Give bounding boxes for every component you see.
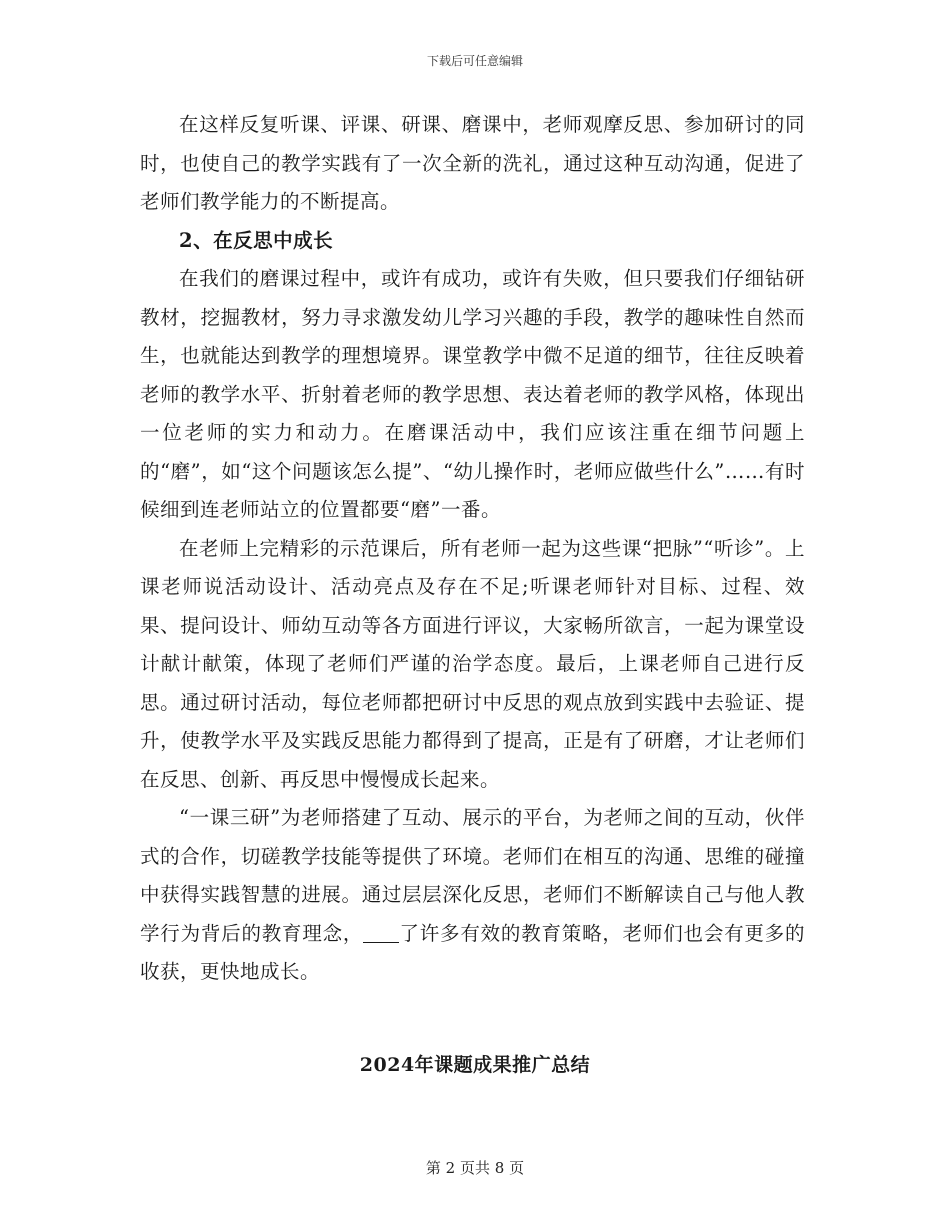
paragraph-3: 在老师上完精彩的示范课后，所有老师一起为这些课“把脉”“听诊”。上课老师说活动设计、活动亮点及存在不足;听课老师针对目标、过程、效果、提问设计、师幼互动等各方面进行评议，大家畅所欲言，一起为课堂设计献计献策，体现了老师们严谨的治学态度。最后，上课老师自己进行反思。通过研讨活动，每位老师都把研讨中反思的观点放到实践中去验证、提升，使教学水平及实践反思能力都得到了提高，正是有了研磨，才让老师们在反思、创新、再反思中慢慢成长起来。 (140, 536, 805, 791)
paragraph-1: 在这样反复听课、评课、研课、磨课中，老师观摩反思、参加研讨的同时，也使自己的教学实践有了一次全新的洗礼，通过这种互动沟通，促进了老师们教学能力的不断提高。 (140, 113, 805, 213)
paragraph-2: 在我们的磨课过程中，或许有成功，或许有失败，但只要我们仔细钻研教材，挖掘教材，努力寻求激发幼儿学习兴趣的手段，教学的趣味性自然而生，也就能达到教学的理想境界。课堂教学中微不足道的细节，往往反映着老师的教学水平、折射着老师的教学思想、表达着老师的教学风格，体现出一位老师的实力和动力。在磨课活动中，我们应该注重在细节问题上的“磨”，如“这个问题该怎么提”、“幼儿操作时，老师应做些什么”……有时候细到连老师站立的位置都要“磨”一番。 (140, 267, 805, 521)
document-body (140, 106, 805, 992)
paragraph-4 (140, 799, 805, 992)
section-heading: 2、在反思中成长 (179, 228, 334, 252)
next-section-title: 2024年课题成果推广总结 (359, 1054, 591, 1076)
page-number-footer: 第 2 页共 8 页 (425, 1159, 525, 1177)
paragraph-4-part-1: “一课三研”为老师搭建了互动、展示的平台，为老师之间的互动，伙伴式的合作，切磋教学技能等提供了环境。老师们在相互的沟通、思维的碰撞中获得实践智慧的进展。通过层层深化反思，老师们不断解读自己与他人教学行为背后的教育理念， (140, 806, 805, 945)
paragraph-4-part-2: 了许多有效的教育策略，老师们也会有更多的收获，更快地成长。 (140, 921, 805, 983)
fill-in-blank (363, 922, 399, 943)
page-header: 下载后可任意编辑 (426, 54, 523, 68)
